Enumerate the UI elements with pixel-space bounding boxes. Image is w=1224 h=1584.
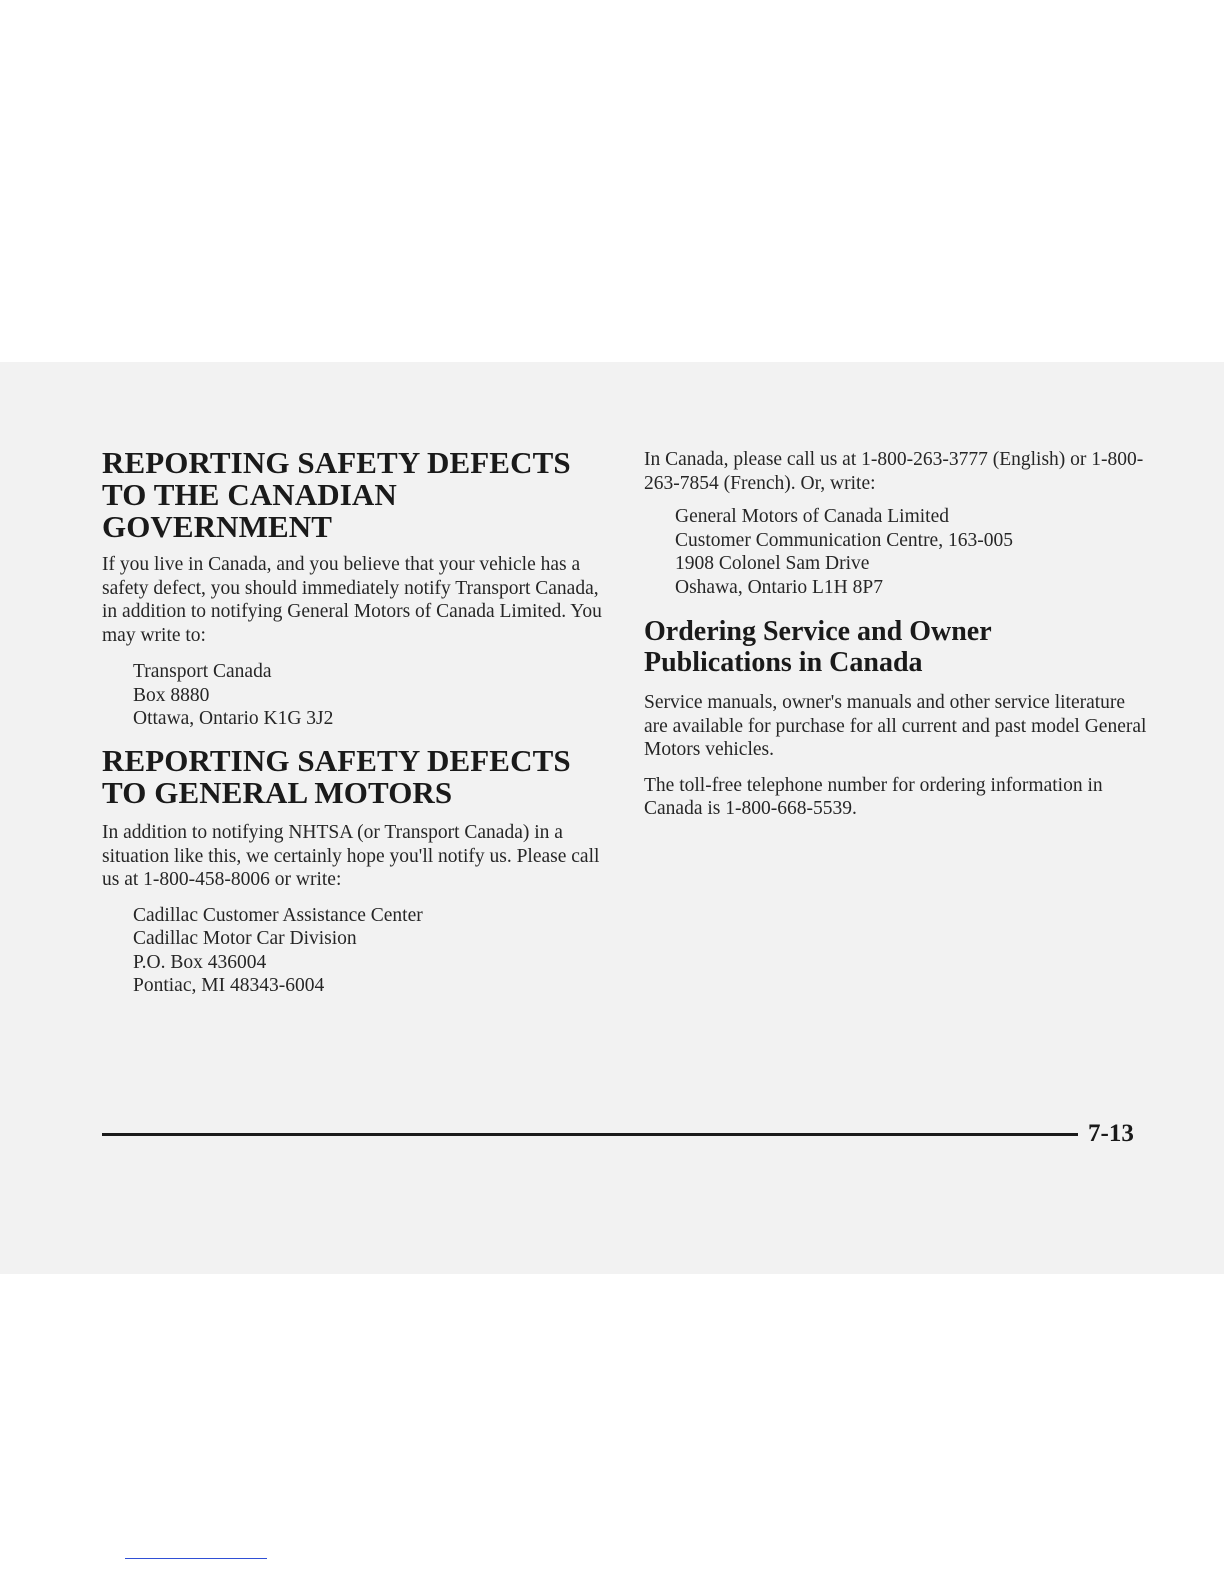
address-line: Box 8880: [133, 684, 210, 706]
address-line: Pontiac, MI 48343-6004: [133, 975, 325, 996]
manual-page: [0, 362, 1224, 1274]
section-reporting-general-motors: [102, 745, 602, 998]
mailing-address: [102, 660, 602, 731]
address-line: P.O. Box 436004: [133, 951, 267, 973]
section-paragraph: Service manuals, owner's manuals and other service literature are available for purchase for all current and past model General Motors vehicles.: [644, 692, 1147, 760]
address-line: General Motors of Canada Limited: [675, 506, 949, 527]
page-number: 7-13: [1088, 1120, 1134, 1147]
section-heading: [644, 616, 1149, 678]
mailing-address: [102, 904, 602, 998]
heading-line: TO THE CANADIAN: [102, 477, 397, 512]
link-underline: [125, 1558, 267, 1559]
section-paragraph: The toll-free telephone number for ordering information in Canada is 1-800-668-5539.: [644, 774, 1103, 819]
heading-line: GOVERNMENT: [102, 509, 333, 544]
section-heading: [102, 447, 602, 543]
address-line: Customer Communication Centre, 163-005: [675, 529, 1013, 551]
section-heading: [102, 745, 602, 809]
address-line: Cadillac Customer Assistance Center: [133, 904, 423, 926]
section-reporting-canadian-government: [102, 447, 602, 731]
canada-contact-paragraph: In Canada, please call us at 1-800-263-3777 (English) or 1-800-263-7854 (French). Or, write:: [644, 449, 1144, 494]
heading-line: REPORTING SAFETY DEFECTS: [102, 445, 571, 480]
canada-contact: [644, 448, 1149, 599]
address-line: 1908 Colonel Sam Drive: [675, 553, 870, 574]
mailing-address: [644, 505, 1149, 599]
section-paragraph: In addition to notifying NHTSA (or Transport Canada) in a situation like this, we certainly hope you'll notify us. Please call us at 1-800-458-8006 or write:: [102, 822, 600, 890]
address-line: Ottawa, Ontario K1G 3J2: [133, 708, 334, 729]
section-paragraph: If you live in Canada, and you believe that your vehicle has a safety defect, you should immediately notify Transport Canada, in addition to notifying General Motors of Canada Limited. You may write to:: [102, 554, 602, 646]
address-line: Oshawa, Ontario L1H 8P7: [675, 576, 883, 598]
address-line: Cadillac Motor Car Division: [133, 928, 357, 949]
section-ordering-publications: [644, 616, 1149, 821]
heading-line: Publications in Canada: [644, 647, 923, 678]
heading-line: TO GENERAL MOTORS: [102, 775, 453, 810]
footer-rule: [102, 1133, 1078, 1136]
heading-line: REPORTING SAFETY DEFECTS: [102, 743, 571, 778]
heading-line: Ordering Service and Owner: [644, 616, 992, 647]
address-line: Transport Canada: [133, 661, 272, 682]
